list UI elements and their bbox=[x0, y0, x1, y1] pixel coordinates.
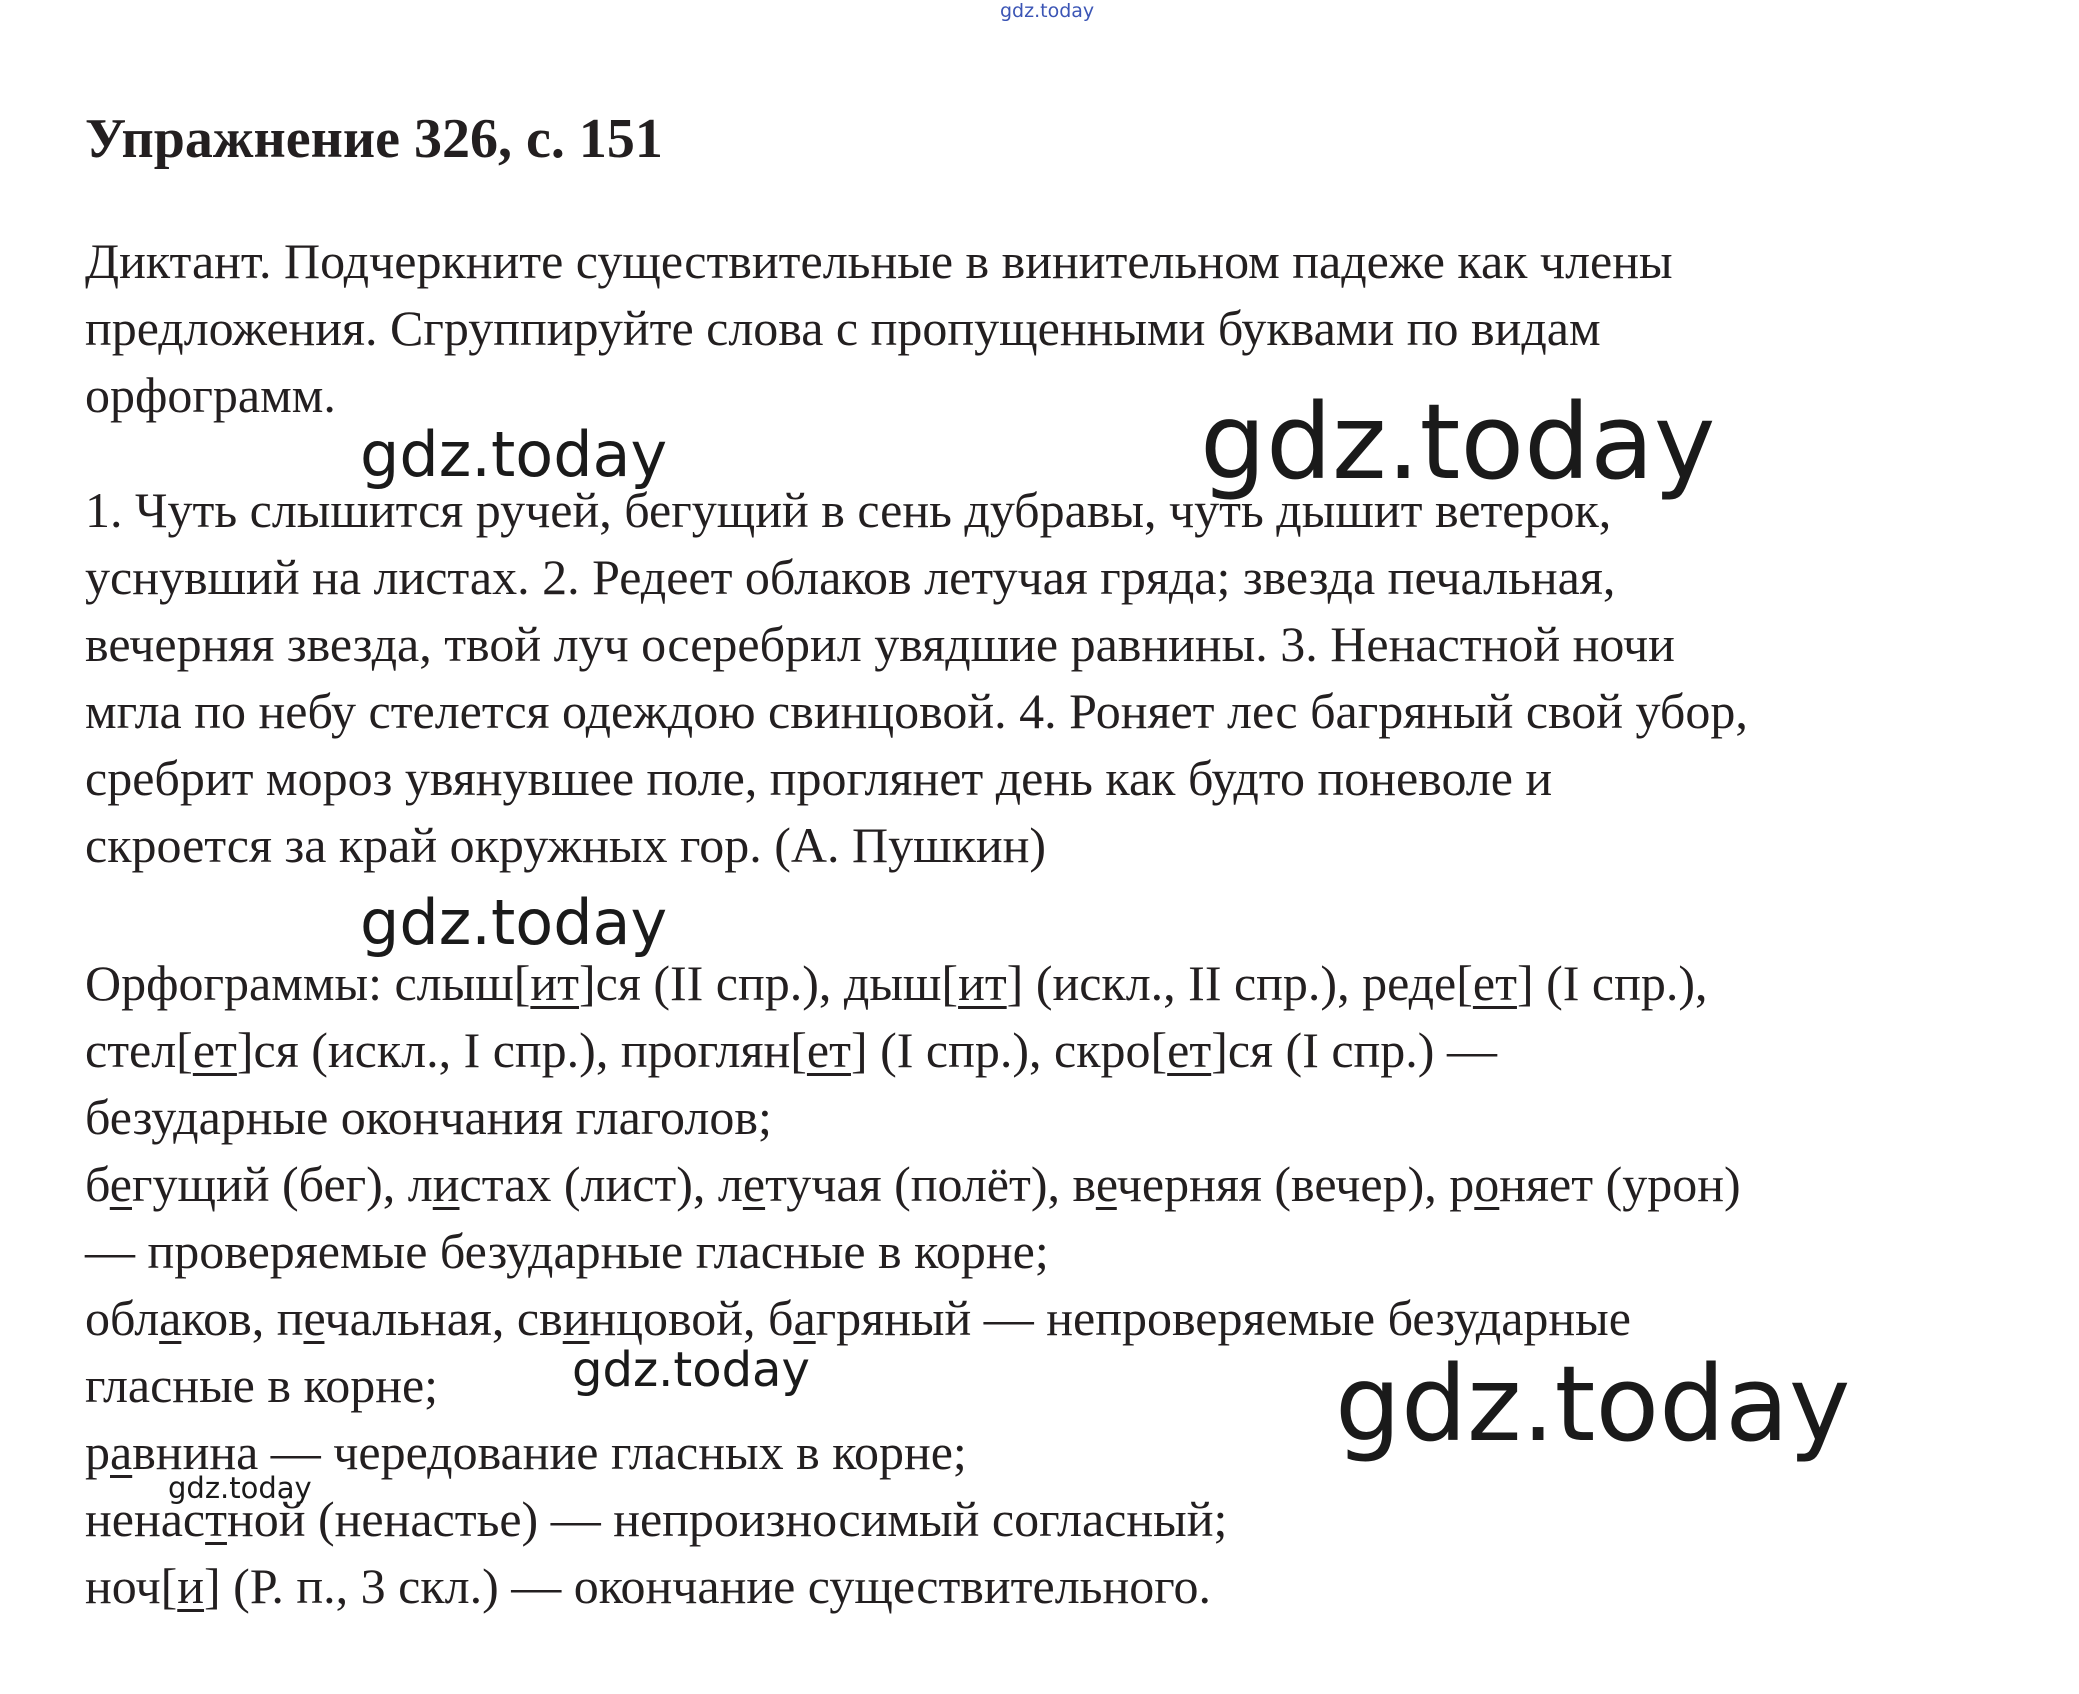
task-instructions bbox=[85, 228, 2065, 429]
text-segment: нцовой, б bbox=[589, 1290, 794, 1346]
dictation-line: скроется за край окружных гор. (А. Пушкин) bbox=[85, 817, 1047, 873]
dictation-line: сребрит мороз увянувшее поле, проглянет день как будто поневоле и bbox=[85, 750, 1553, 806]
dictation-line: 1. Чуть слышится ручей, бегущий в сень дубравы, чуть дышит ветерок, bbox=[85, 482, 1612, 538]
underlined-letter: е bbox=[303, 1290, 325, 1346]
text-segment: гущий (бег), л bbox=[131, 1156, 433, 1212]
orthogram-line bbox=[85, 1017, 2065, 1084]
underlined-letter: е bbox=[742, 1156, 766, 1212]
underlined-letter: и bbox=[432, 1156, 460, 1212]
text-segment: черняя (вечер), р bbox=[1116, 1156, 1475, 1212]
orthogram-line bbox=[85, 950, 2065, 1017]
watermark: gdz.today bbox=[168, 1471, 312, 1505]
watermark: gdz.today bbox=[572, 1342, 810, 1398]
text-segment: — проверяемые безударные гласные в корне; bbox=[85, 1223, 1049, 1279]
text-segment: р bbox=[85, 1424, 110, 1480]
text-segment: безударные окончания глаголов; bbox=[85, 1089, 772, 1145]
text-segment: гласные в корне; bbox=[85, 1357, 439, 1413]
text-segment: ]ся (II спр.), дыш[ bbox=[578, 955, 959, 1011]
exercise-title: Упражнение 326, с. 151 bbox=[85, 108, 663, 170]
dictation-line: уснувший на листах. 2. Редеет облаков летучая гряда; звезда печальная, bbox=[85, 549, 1616, 605]
orthogram-line bbox=[85, 1486, 2065, 1553]
text-segment: внина — чередование гласных в корне; bbox=[132, 1424, 967, 1480]
orthogram-line bbox=[85, 1218, 2065, 1285]
text-segment: ков, п bbox=[181, 1290, 304, 1346]
task-line: предложения. Сгруппируйте слова с пропущенными буквами по видам bbox=[85, 300, 1601, 356]
text-segment: чальная, св bbox=[324, 1290, 563, 1346]
underlined-letter: а bbox=[793, 1290, 816, 1346]
text-segment: стах (лист), л bbox=[459, 1156, 743, 1212]
text-segment: ] (искл., II спр.), реде[ bbox=[1006, 955, 1473, 1011]
underlined-letter: а bbox=[110, 1424, 133, 1480]
dictation-line: вечерняя звезда, твой луч осеребрил увядшие равнины. 3. Ненастной ночи bbox=[85, 616, 1675, 672]
watermark: gdz.today bbox=[1200, 381, 1716, 503]
text-segment: ] (I спр.), скро[ bbox=[850, 1022, 1168, 1078]
orthogram-line bbox=[85, 1151, 2065, 1218]
underlined-letter: и bbox=[177, 1558, 205, 1614]
text-segment: ]ся (I спр.) — bbox=[1211, 1022, 1497, 1078]
text-segment: б bbox=[85, 1156, 110, 1212]
watermark: gdz.today bbox=[1335, 1343, 1851, 1465]
task-line: орфограмм. bbox=[85, 367, 336, 423]
underlined-letter: е bbox=[109, 1156, 132, 1212]
watermark-top: gdz.today bbox=[1000, 0, 1095, 22]
text-segment: Орфограммы: слыш[ bbox=[85, 955, 531, 1011]
task-line: Диктант. Подчеркните существительные в винительном падеже как члены bbox=[85, 233, 1673, 289]
dictation-text bbox=[85, 477, 2065, 879]
underlined-letter: а bbox=[159, 1290, 182, 1346]
dictation-line: мгла по небу стелется одеждою свинцовой. 4. Роняет лес багряный свой убор, bbox=[85, 683, 1748, 739]
orthogram-line bbox=[85, 1084, 2065, 1151]
text-segment: гряный — непроверяемые безударные bbox=[815, 1290, 1631, 1346]
text-segment: тучая (полёт), в bbox=[765, 1156, 1096, 1212]
underlined-letter: и bbox=[562, 1290, 590, 1346]
orthogram-line bbox=[85, 1285, 2065, 1352]
underlined-letter: ет bbox=[192, 1022, 237, 1078]
text-segment: ] (I спр.), bbox=[1516, 955, 1708, 1011]
underlined-letter: о bbox=[1474, 1156, 1500, 1212]
watermark: gdz.today bbox=[360, 418, 668, 491]
underlined-letter: ит bbox=[958, 955, 1007, 1011]
underlined-letter: ет bbox=[806, 1022, 851, 1078]
text-segment: обл bbox=[85, 1290, 160, 1346]
underlined-letter: е bbox=[1095, 1156, 1117, 1212]
underlined-letter: т bbox=[205, 1491, 227, 1547]
text-segment: ]ся (искл., I спр.), проглян[ bbox=[236, 1022, 807, 1078]
text-segment: стел[ bbox=[85, 1022, 193, 1078]
watermark: gdz.today bbox=[360, 886, 668, 959]
orthograms-section bbox=[85, 950, 2065, 1620]
underlined-letter: ет bbox=[1167, 1022, 1212, 1078]
orthogram-line bbox=[85, 1553, 2065, 1620]
text-segment: ненас bbox=[85, 1491, 206, 1547]
text-segment: ] (Р. п., 3 скл.) — окончание существительного. bbox=[204, 1558, 1211, 1614]
text-segment: ноч[ bbox=[85, 1558, 178, 1614]
underlined-letter: ит bbox=[530, 955, 579, 1011]
underlined-letter: ет bbox=[1472, 955, 1517, 1011]
text-segment: няет (урон) bbox=[1499, 1156, 1741, 1212]
text-segment: ной (ненастье) — непроизносимый согласный; bbox=[226, 1491, 1228, 1547]
